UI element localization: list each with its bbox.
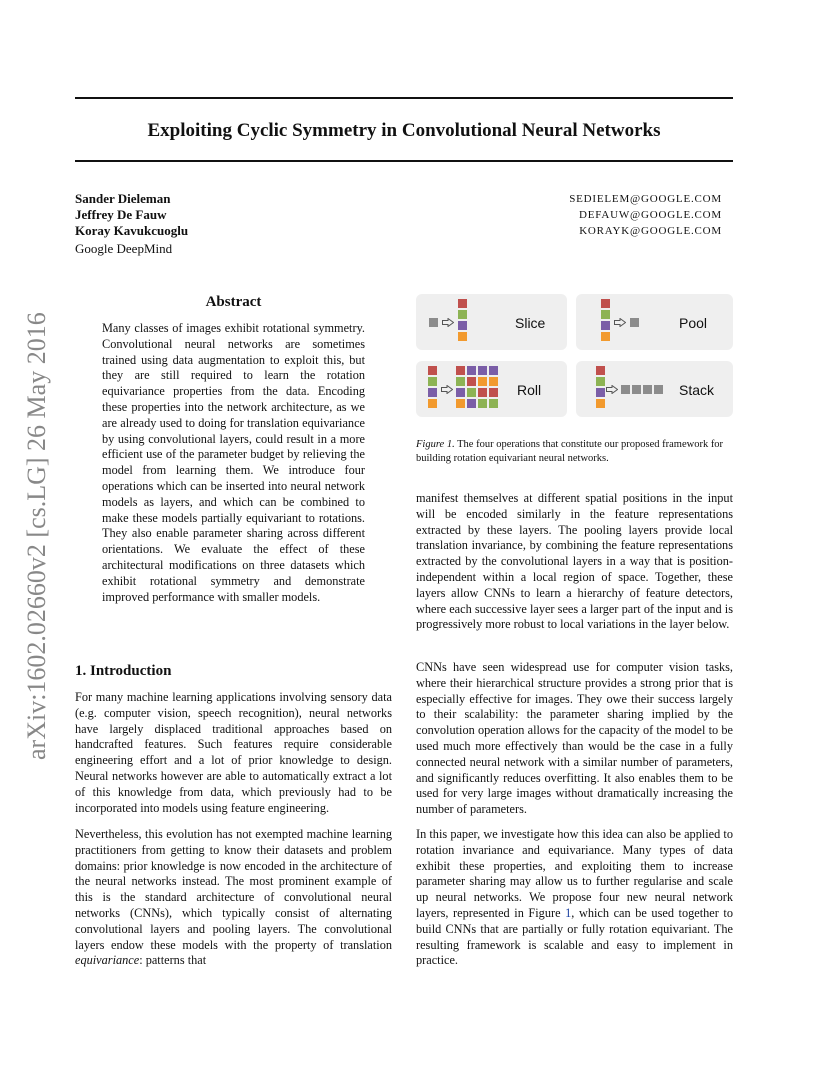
pool-in-green — [601, 310, 610, 319]
affiliation: Google DeepMind — [75, 241, 173, 256]
slice-input-square — [429, 318, 438, 327]
email-1: SEDIELEM@GOOGLE.COM — [569, 193, 722, 205]
abstract-heading: Abstract — [205, 294, 262, 310]
figure-1-caption — [416, 438, 734, 466]
email-3: KORAYK@GOOGLE.COM — [579, 225, 722, 237]
stack-in-purple — [596, 388, 605, 397]
top-rule — [75, 97, 733, 99]
slice-label: Slice — [515, 315, 546, 331]
pool-panel — [576, 294, 733, 350]
slice-out-purple — [458, 321, 467, 330]
slice-out-red — [458, 299, 467, 308]
intro-paragraph-1: For many machine learning applications involving sensory data (e.g. computer vision, speech recognition), neural networks have largely displaced traditional approaches based on handcrafted features. Such features require considerable engineering effort and a lot of prior knowledge to design. Neural networks however are able to automatically extract a lot of this knowledge from data, which previously had to be incorporated into models using feature engineering. — [75, 690, 392, 815]
roll-in-green — [428, 377, 437, 386]
author-1: Sander Dieleman — [75, 191, 171, 206]
figure-1-link[interactable]: 1 — [565, 905, 572, 920]
caption-label: Figure 1. — [416, 439, 455, 450]
stack-in-orange — [596, 399, 605, 408]
pool-output-square — [630, 318, 639, 327]
intro-p2-emphasis: equivariance — [75, 953, 140, 968]
pool-in-orange — [601, 332, 610, 341]
intro-p2-text: Nevertheless, this evolution has not exempted machine learning practitioners from getting to know their datasets and problem domains: prior knowledge is now encoded in the architecture of the neural networks instead. The most prominent example of this is the standard architecture of convolutional neural networks (CNNs), which typically consist of alternating convolutional layers and pooling layers. The convolutional layers endow these models with the property of translation — [75, 827, 392, 952]
stack-arrow-icon — [606, 385, 618, 394]
author-2: Jeffrey De Fauw — [75, 207, 167, 222]
arxiv-stamp: arXiv:1602.02660v2 [cs.LG] 26 May 2016 — [22, 312, 51, 760]
right-paragraph-2: CNNs have seen widespread use for computer vision tasks, where their hierarchical structure provides a strong prior that is especially effective for images. They owe their success largely to their scalability: the parameter sharing implied by the convolution operation allows for the capacity of the model to be used much more effectively than would be the case in a fully connected neural network with a similar number of parameters, and significantly reduces overfitting. It also enables them to be used for very large images without dramatically increasing the number of parameters. — [416, 660, 733, 817]
paper-title: Exploiting Cyclic Symmetry in Convolutional Neural Networks — [147, 120, 661, 141]
email-2: DEFAUW@GOOGLE.COM — [579, 209, 722, 221]
pool-in-purple — [601, 321, 610, 330]
pool-in-red — [601, 299, 610, 308]
slice-out-orange — [458, 332, 467, 341]
intro-heading: 1. Introduction — [75, 663, 172, 679]
roll-in-red — [428, 366, 437, 375]
intro-p2-tail: : patterns that — [139, 953, 207, 968]
right-paragraph-3 — [416, 827, 733, 969]
title-rule — [75, 160, 733, 162]
pool-arrow-icon — [614, 318, 626, 327]
pool-label: Pool — [679, 315, 708, 331]
stack-label: Stack — [679, 382, 715, 398]
stack-in-green — [596, 377, 605, 386]
roll-in-purple — [428, 388, 437, 397]
author-3: Koray Kavukcuoglu — [75, 223, 189, 238]
roll-label: Roll — [517, 382, 542, 398]
right-p3-text: In this paper, we investigate how this idea can also be applied to rotation invariance and equivariance. Many types of data exhibit these properties, and exploiting them to increase parameter sharing may allow us to further regularise and scale up neural networks. We propose four new neural network layers, represented in Figure — [416, 827, 733, 920]
right-p3-tail: , which can be used together to build CNNs that are partially or fully rotation equivariant. The resulting framework is scalable and easy to implement in practice. — [416, 905, 733, 968]
caption-text: The four operations that constitute our proposed framework for building rotation equivariant neural networks. — [416, 439, 724, 464]
intro-paragraph-2 — [75, 827, 392, 969]
stack-in-red — [596, 366, 605, 375]
right-paragraph-1: manifest themselves at different spatial positions in the input will be encoded similarly in the feature representations extracted by these layers. The pooling layers provide local translation invariance, by combining the feature representations extracted by the convolutional layers in a way that is position-independent within a local region of space. Together, these layers allow CNNs to learn a hierarchy of feature detectors, where each successive layer sees a larger part of the input and is progressively more robust to local variations in the layer below. — [416, 491, 733, 632]
roll-arrow-icon — [441, 385, 453, 394]
abstract-text: Many classes of images exhibit rotational symmetry. Convolutional neural networks are sometimes trained using data augmentation to exploit this, but they are still required to learn the rotation equivariance properties from the data. Encoding these properties into the network architecture, as we are already used to doing for translation equivariance by using convolutional layers, could result in a more efficient use of the parameter budget by relieving the model from learning them. We introduce four operations which can be inserted into neural network models as layers, and which can be combined to make these models partially equivariant to rotations. They also enable parameter sharing across different orientations. We evaluate the effect of these architectural modifications on three datasets which exhibit rotational symmetry and demonstrate improved performance with smaller models. — [102, 321, 365, 604]
slice-arrow-icon — [442, 318, 454, 327]
roll-in-orange — [428, 399, 437, 408]
slice-out-green — [458, 310, 467, 319]
